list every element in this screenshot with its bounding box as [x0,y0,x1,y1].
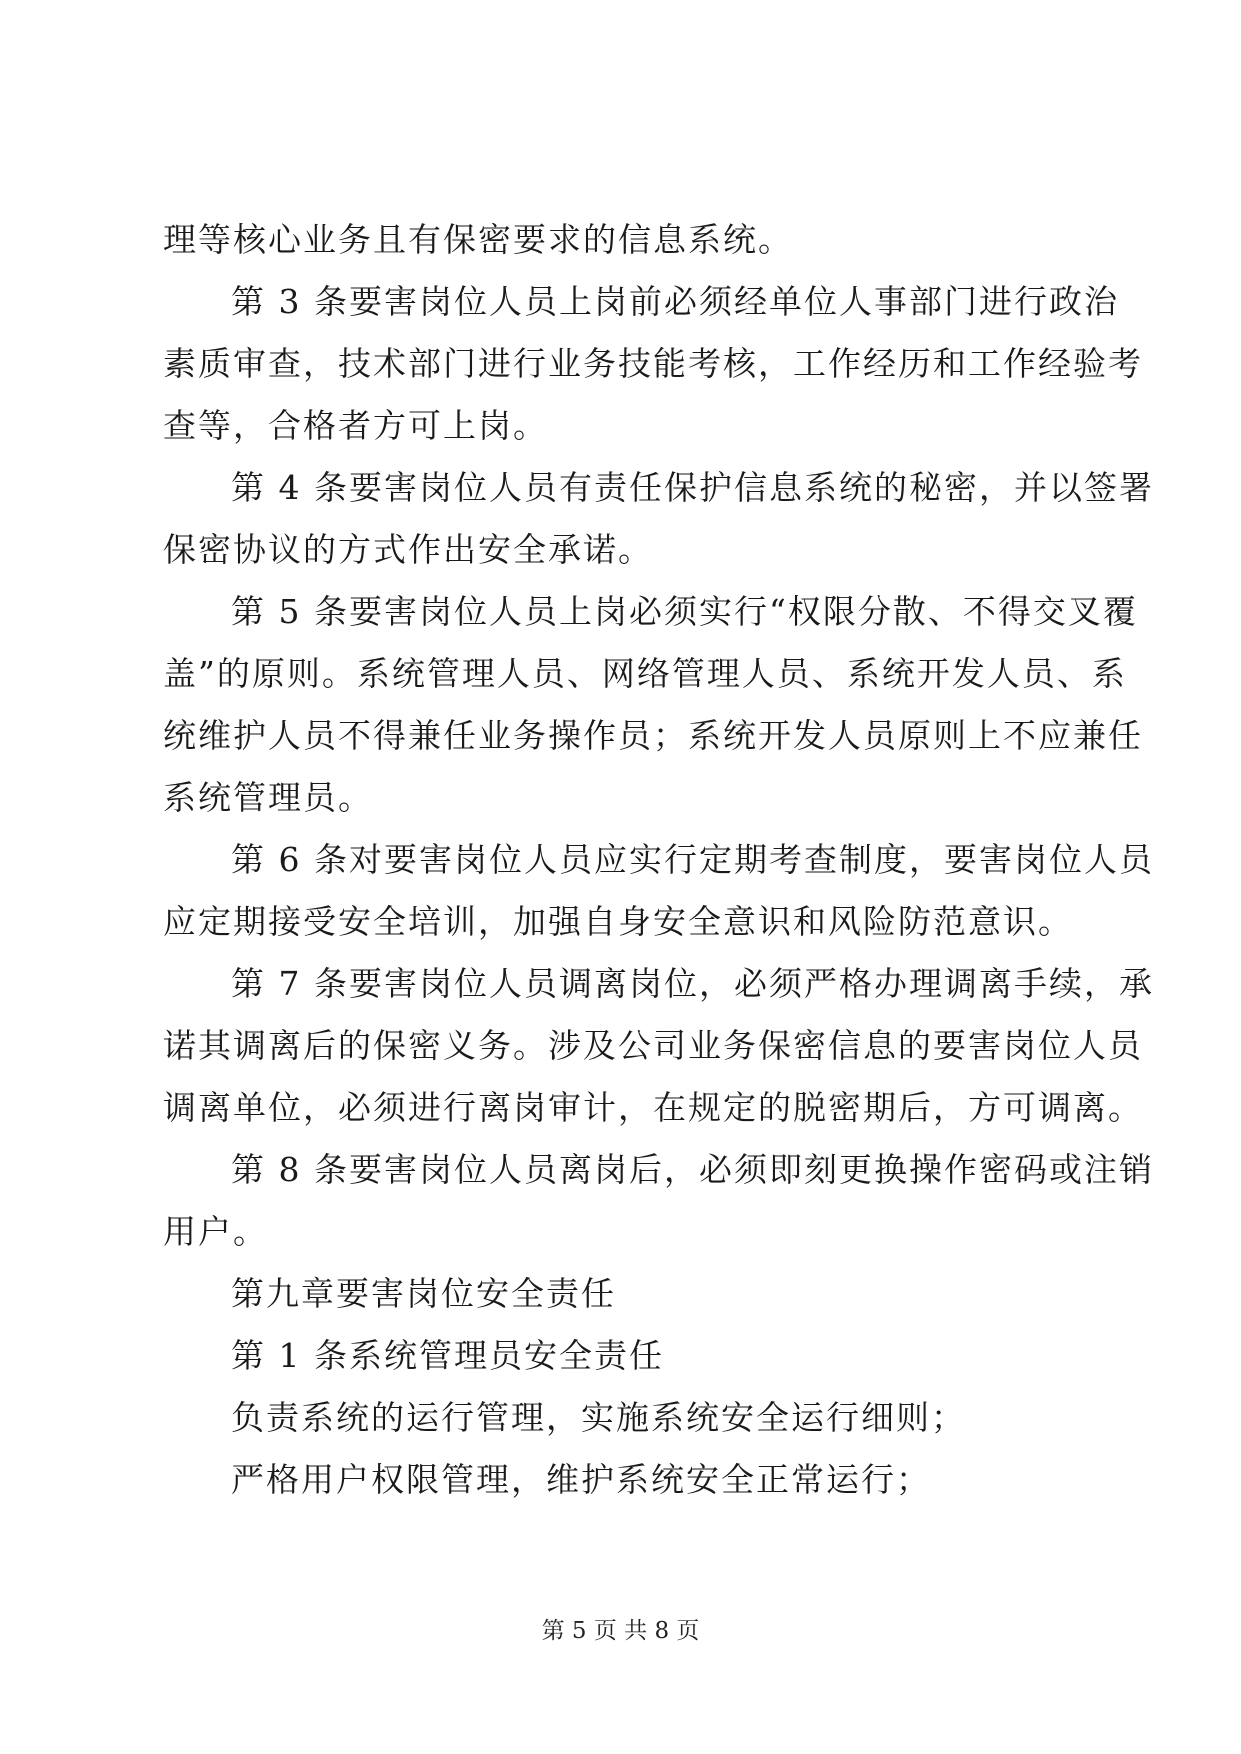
text-line: 保密协议的方式作出安全承诺。 [163,530,653,569]
text-line: 应定期接受安全培训，加强自身安全意识和风险防范意识。 [163,902,1073,941]
text-line: 第 7 条要害岗位人员调离岗位，必须严格办理调离手续，承 [231,964,1154,1003]
text-line: 查等，合格者方可上岗。 [163,406,548,445]
text-line: 第 3 条要害岗位人员上岗前必须经单位人事部门进行政治 [231,282,1119,321]
article-heading: 第 1 条系统管理员安全责任 [231,1336,664,1375]
text-line: 用户。 [163,1212,268,1251]
text-line: 系统管理员。 [163,778,373,817]
text-line: 负责系统的运行管理，实施系统安全运行细则； [231,1398,966,1437]
text-line: 第 8 条要害岗位人员离岗后，必须即刻更换操作密码或注销 [231,1150,1154,1189]
text-line: 素质审查，技术部门进行业务技能考核，工作经历和工作经验考 [163,344,1143,383]
text-line: 诺其调离后的保密义务。涉及公司业务保密信息的要害岗位人员 [163,1026,1143,1065]
text-line: 调离单位，必须进行离岗审计，在规定的脱密期后，方可调离。 [163,1088,1143,1127]
document-body [163,209,1154,1511]
text-line: 严格用户权限管理，维护系统安全正常运行； [231,1460,931,1499]
text-line: 第 4 条要害岗位人员有责任保护信息系统的秘密，并以签署 [231,468,1154,507]
text-line: 第 5 条要害岗位人员上岗必须实行“权限分散、不得交叉覆 [231,592,1138,631]
text-line: 统维护人员不得兼任业务操作员；系统开发人员原则上不应兼任 [163,716,1143,755]
page-number: 第 5 页 共 8 页 [541,1618,700,1644]
text-line: 理等核心业务且有保密要求的信息系统。 [163,220,793,259]
chapter-heading: 第九章要害岗位安全责任 [231,1274,616,1313]
text-line: 盖”的原则。系统管理人员、网络管理人员、系统开发人员、系 [163,654,1127,693]
text-line: 第 6 条对要害岗位人员应实行定期考查制度，要害岗位人员 [231,840,1154,879]
